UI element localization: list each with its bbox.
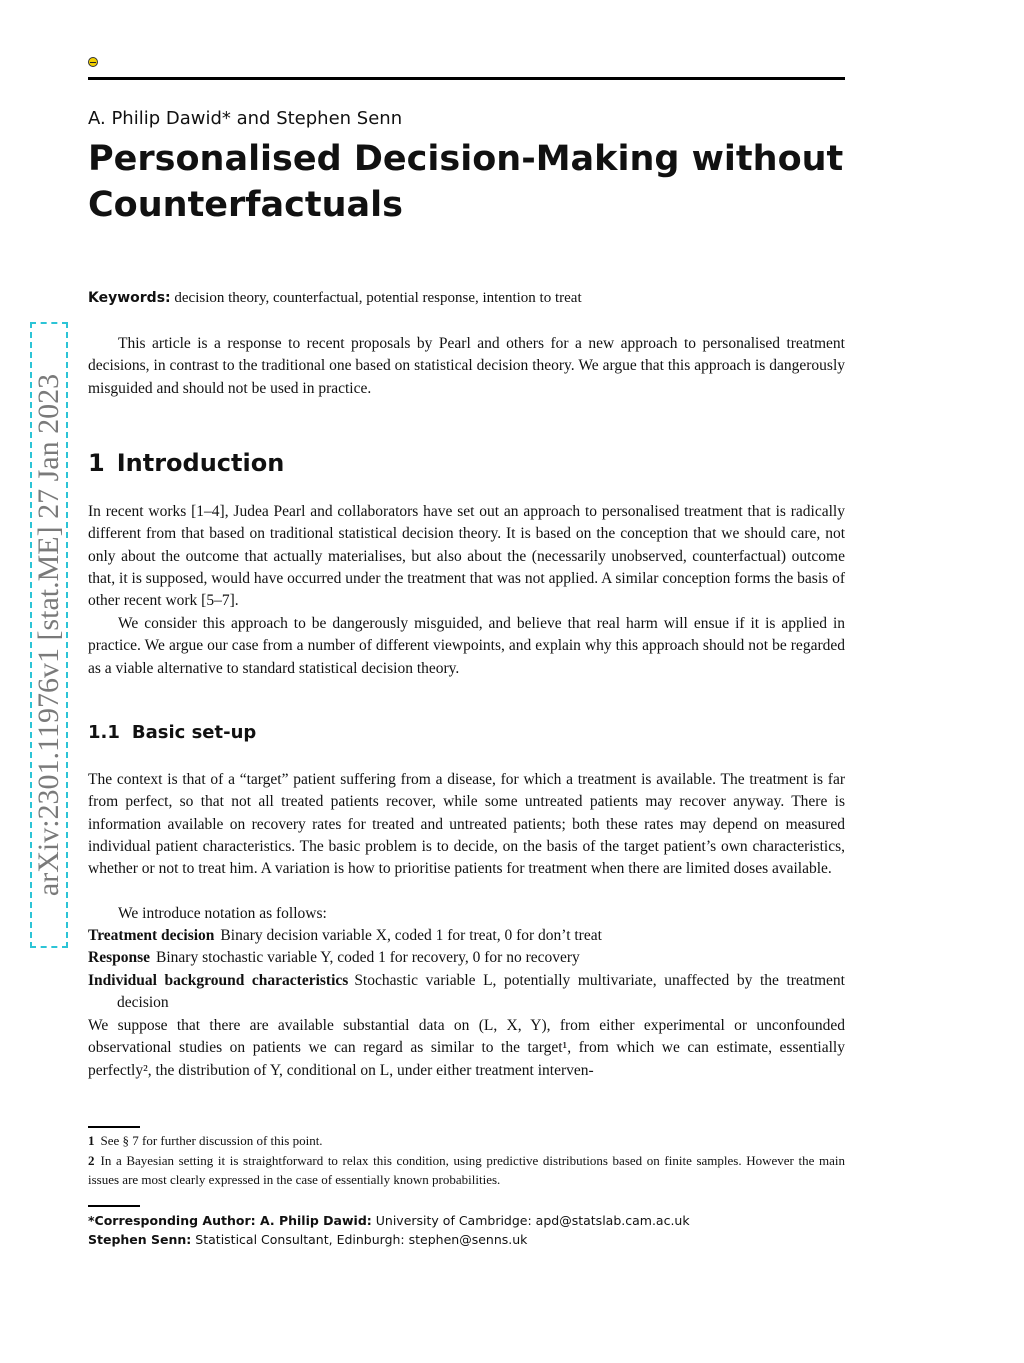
correspondence-rule [88,1205,140,1207]
header-rule [88,77,845,80]
authors: A. Philip Dawid* and Stephen Senn [88,108,403,129]
subsection-title: Basic set-up [131,722,257,743]
arxiv-stamp[interactable] [30,322,68,948]
footnote [88,1151,845,1189]
definition-desc: Stochastic variable L, potentially multivariate, unaffected by the treatment decision [117,971,845,1011]
author-label: *Corresponding Author: A. Philip Dawid: [88,1213,372,1228]
definition-item [88,970,845,1015]
corresponding-author [88,1211,690,1230]
paragraph: The context is that of a “target” patient suffering from a disease, for which a treatment is available. The treatment is far from perfect, so that not all treated patients recover, while some untreated patients may recover anyway. There is information available on recovery rates for treated and untreated patients; both these rates may depend on measured individual patient characteristics. The basic problem is to decide, on the basis of the target patient’s own characteristics, whether or not to treat him. A variation is how to prioritise patients for treatment when there are limited doses available. [88,771,845,878]
footnote-number: 1 [88,1133,95,1148]
section-heading [88,449,284,477]
author-affiliation: University of Cambridge: apd@statslab.cam.ac.uk [375,1213,690,1228]
definition-item [88,925,845,947]
definition-desc: Binary decision variable X, coded 1 for treat, 0 for don’t treat [220,927,602,944]
author-affiliation: Statistical Consultant, Edinburgh: stephen@senns.uk [195,1232,528,1247]
footnote [88,1131,845,1150]
subsection-number: 1.1 [88,722,120,743]
footnote-number: 2 [88,1153,95,1168]
author-label: Stephen Senn: [88,1232,192,1247]
paragraph: In recent works [1–4], Judea Pearl and collaborators have set out an approach to personalised treatment that is radically different from that based on traditional statistical decision theory. It is based on the conception that we should care, not only about the outcome that actually materialises, but also about the (necessarily unobserved, counterfactual) outcome that, it is supposed, would have occurred under the treatment that was not applied. A similar conception forms the basis of other recent work [5–7]. [88,503,845,610]
definition-term: Individual background characteristics [88,971,349,989]
keywords [88,290,582,307]
paragraph: We consider this approach to be dangerously misguided, and believe that real harm will ensue if it is applied in practice. We argue our case from a number of different viewpoints, and explain why this approach should not be regarded as a viable alternative to standard statistical decision theory. [88,615,845,677]
arxiv-stamp-text: arXiv:2301.11976v1 [stat.ME] 27 Jan 2023 [32,373,65,897]
definition-list [88,925,845,1014]
paragraph: We suppose that there are available substantial data on (L, X, Y), from either experimental or unconfounded observational studies on patients we can regard as similar to the target¹, from which we can estimate, essentially perfectly², the distribution of Y, conditional on L, under either treatment interven- [88,1017,845,1079]
section-number: 1 [88,449,105,477]
paragraph: We introduce notation as follows: [118,905,327,922]
footnote-text: See § 7 for further discussion of this point. [100,1133,323,1148]
section-title: Introduction [116,449,285,477]
definition-term: Response [88,949,151,967]
keywords-text: decision theory, counterfactual, potential response, intention to treat [174,290,582,306]
keywords-label: Keywords: [88,290,171,306]
definition-term: Treatment decision [88,927,215,944]
definition-desc: Binary stochastic variable Y, coded 1 for recovery, 0 for no recovery [156,949,580,967]
footnote-rule [88,1126,140,1128]
subsection-heading [88,722,256,743]
coauthor [88,1230,527,1249]
definition-item [88,947,845,969]
footnote-text: In a Bayesian setting it is straightforward to relax this condition, using predictive distributions based on finite samples. However the main issues are most clearly expressed in the case of essentially known probabilities. [88,1153,845,1187]
journal-logo-icon [88,57,98,67]
abstract: This article is a response to recent proposals by Pearl and others for a new approach to personalised treatment decisions, in contrast to the traditional one based on statistical decision theory. We argue that this approach is dangerously misguided and should not be used in practice. [88,335,845,397]
paper-title: Personalised Decision-Making without Counterfactuals [88,139,844,225]
